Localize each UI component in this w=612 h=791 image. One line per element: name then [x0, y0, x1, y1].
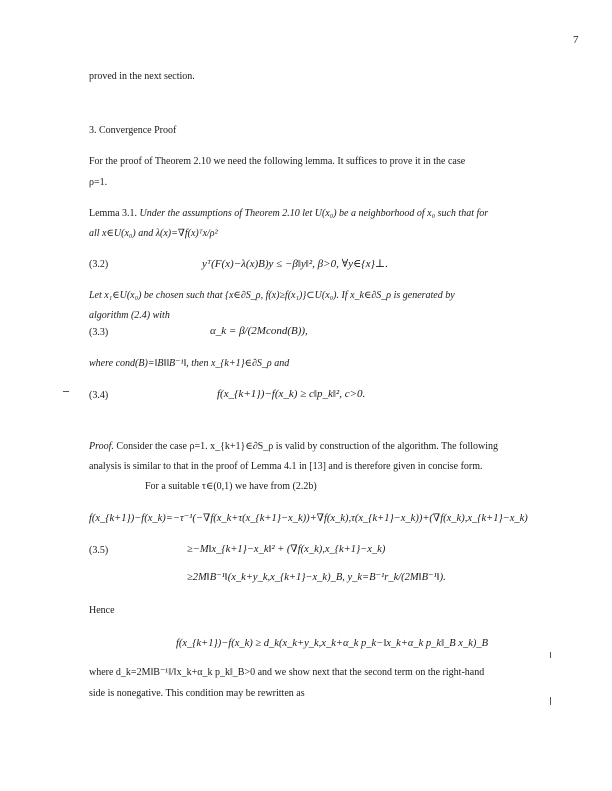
- text-line: Hence: [89, 605, 115, 616]
- equation-3-5-line1: ≥−M‖x_{k+1}−x_k‖² + (∇f(x_k),x_{k+1}−x_k): [187, 544, 386, 555]
- lemma-line: where cond(B)=‖B‖‖B⁻¹‖, then x_{k+1}∈∂S_ρ and: [89, 358, 290, 369]
- equation-long: f(x_{k+1})−f(x_k)=−τ⁻¹(−∇f(x_k+τ(x_{k+1}−x_k))+∇f(x_k),τ(x_{k+1}−x_k))+(∇f(x_k),x_{k+1}−x_k): [89, 513, 528, 524]
- equation-label: (3.2): [89, 259, 109, 270]
- margin-mark: [63, 391, 69, 392]
- lemma-label: Lemma 3.1.: [89, 208, 138, 219]
- lemma-line: [89, 208, 488, 219]
- equation-3-4: f(x_{k+1})−f(x_k) ≥ c‖p_k‖², c>0.: [217, 388, 366, 400]
- equation-3-2: yᵀ(F(x)−λ(x)B)y ≤ −β‖y‖², β>0, ∀y∈{x}⊥.: [202, 258, 389, 270]
- text-line: ρ=1.: [89, 177, 108, 188]
- section-heading: 3. Convergence Proof: [89, 125, 177, 136]
- lemma-line: all x∈U(x₀) and λ(x)=∇f(x)ᵀx/ρ²: [89, 228, 218, 239]
- equation-hence: f(x_{k+1})−f(x_k) ≥ d_k(x_k+y_k,x_k+α_k p_k−‖x_k+α_k p_k‖_B x_k)_B: [176, 638, 489, 649]
- equation-label: (3.3): [89, 327, 109, 338]
- proof-label: Proof.: [89, 441, 114, 452]
- proof-text: Consider the case ρ=1. x_{k+1}∈∂S_ρ is valid by construction of the algorithm. The following: [116, 441, 498, 452]
- lemma-statement: Under the assumptions of Theorem 2.10 let U(x₀) be a neighborhood of x₀ such that for: [139, 208, 489, 219]
- page-number: 7: [573, 34, 579, 46]
- text-line: where d_k=2M‖B⁻¹‖/‖x_k+α_k p_k‖_B>0 and we show next that the second term on the right-hand: [89, 667, 485, 678]
- text-line: proved in the next section.: [89, 71, 195, 82]
- equation-label: (3.5): [89, 545, 109, 556]
- equation-3-3: α_k = β/(2Mcond(B)),: [210, 325, 308, 337]
- lemma-line: Let x₁∈U(x₀) be chosen such that {x∈∂S_ρ, f(x)≥f(x₁)}⊂U(x₀). If x_k∈∂S_ρ is generated by: [89, 290, 455, 301]
- margin-mark: [550, 652, 551, 658]
- proof-line: [89, 441, 498, 452]
- equation-label: (3.4): [89, 390, 109, 401]
- margin-mark: [550, 697, 551, 705]
- text-line: side is nonegative. This condition may be rewritten as: [89, 688, 305, 699]
- proof-line: For a suitable τ∈(0,1) we have from (2.2b): [145, 481, 317, 492]
- equation-3-5-line2: ≥2M‖B⁻¹‖(x_k+y_k,x_{k+1}−x_k)_B, y_k=B⁻¹r_k/(2M‖B⁻¹‖).: [187, 572, 446, 583]
- text-line: For the proof of Theorem 2.10 we need the following lemma. It suffices to prove it in the case: [89, 156, 466, 167]
- lemma-line: algorithm (2.4) with: [89, 310, 170, 321]
- proof-line: analysis is similar to that in the proof of Lemma 4.1 in [13] and is therefore given in concise form.: [89, 461, 483, 472]
